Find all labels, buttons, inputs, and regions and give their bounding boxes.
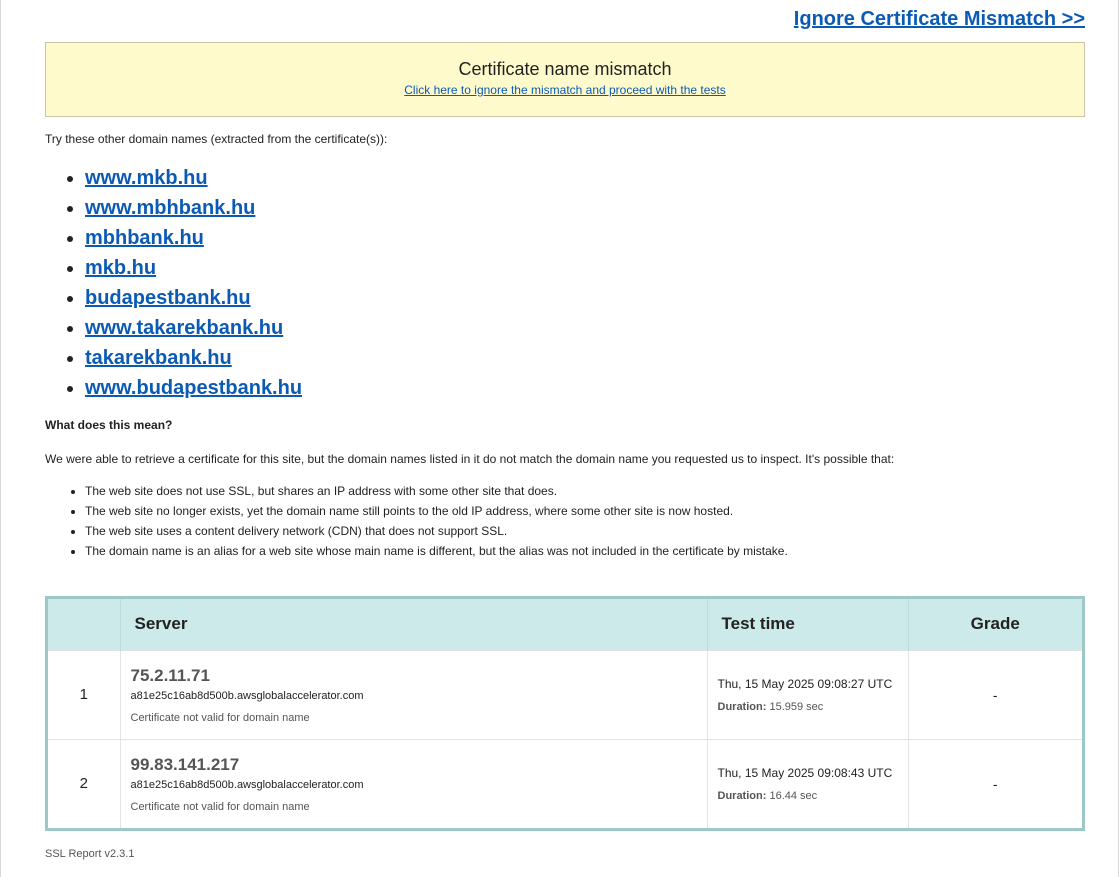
list-item: • The domain name is an alias for a web site whose main name is different, but the alias was not included in the certificate by mistake. bbox=[85, 541, 788, 561]
list-item bbox=[85, 373, 302, 403]
domain-link[interactable]: www.mbhbank.hu bbox=[85, 197, 256, 219]
table-header-row bbox=[48, 599, 1082, 650]
list-item bbox=[85, 253, 302, 283]
mismatch-warning-box bbox=[45, 42, 1085, 117]
domain-link[interactable]: mbhbank.hu bbox=[85, 227, 204, 249]
grade-cell: - bbox=[908, 650, 1082, 739]
duration-value: 15.959 sec bbox=[769, 700, 824, 713]
list-item: • The web site no longer exists, yet the domain name still points to the old IP address, where some other site is now hosted. bbox=[85, 501, 788, 521]
domain-link[interactable]: www.budapestbank.hu bbox=[85, 377, 303, 399]
test-time-cell bbox=[707, 739, 908, 828]
domain-link[interactable]: www.mkb.hu bbox=[85, 167, 208, 189]
test-duration bbox=[718, 790, 907, 802]
server-cell bbox=[120, 650, 707, 739]
domain-link[interactable]: takarekbank.hu bbox=[85, 347, 232, 369]
list-item bbox=[85, 163, 302, 193]
list-item: • The web site does not use SSL, but shares an IP address with some other site that does. bbox=[85, 481, 788, 501]
report-version-footer: SSL Report v2.3.1 bbox=[45, 848, 135, 860]
table-row[interactable] bbox=[48, 650, 1082, 739]
duration-label: Duration: bbox=[717, 789, 767, 802]
column-header-grade: Grade bbox=[908, 599, 1082, 650]
server-ip[interactable]: 99.83.141.217 bbox=[130, 754, 240, 774]
ignore-mismatch-link[interactable]: Ignore Certificate Mismatch >> bbox=[793, 8, 1085, 30]
list-item: • The web site uses a content delivery network (CDN) that does not support SSL. bbox=[85, 521, 788, 541]
duration-value: 16.44 sec bbox=[769, 789, 818, 802]
meaning-heading: What does this mean? bbox=[45, 418, 173, 432]
server-hostname: a81e25c16ab8d500b.awsglobalaccelerator.com bbox=[130, 689, 364, 702]
possible-reasons-list bbox=[45, 481, 788, 561]
test-timestamp: Thu, 15 May 2025 09:08:43 UTC bbox=[717, 765, 893, 780]
list-item bbox=[85, 343, 302, 373]
server-cert-note: Certificate not valid for domain name bbox=[130, 711, 310, 724]
domain-link[interactable]: mkb.hu bbox=[85, 257, 157, 279]
results-table-container bbox=[45, 596, 1085, 831]
meaning-explanation: We were able to retrieve a certificate for this site, but the domain names listed in it do not match the domain name you requested us to inspect. It's possible that: bbox=[45, 452, 895, 466]
test-timestamp: Thu, 15 May 2025 09:08:27 UTC bbox=[717, 676, 893, 691]
alternate-domains-intro: Try these other domain names (extracted from the certificate(s)): bbox=[45, 132, 388, 146]
column-header-test-time: Test time bbox=[707, 599, 908, 650]
domain-link[interactable]: budapestbank.hu bbox=[85, 287, 251, 309]
server-ip[interactable]: 75.2.11.71 bbox=[130, 665, 210, 685]
alternate-domains-list bbox=[45, 163, 302, 403]
table-row[interactable] bbox=[48, 739, 1082, 828]
column-header-server: Server bbox=[120, 599, 707, 650]
list-item bbox=[85, 313, 302, 343]
column-header-number bbox=[48, 599, 120, 650]
list-item bbox=[85, 193, 302, 223]
duration-label: Duration: bbox=[717, 700, 767, 713]
list-item bbox=[85, 223, 302, 253]
ignore-mismatch-proceed-link[interactable]: Click here to ignore the mismatch and proceed with the tests bbox=[404, 83, 726, 97]
server-cell bbox=[120, 739, 707, 828]
server-hostname: a81e25c16ab8d500b.awsglobalaccelerator.com bbox=[130, 778, 364, 791]
row-number: 2 bbox=[48, 739, 120, 828]
server-cert-note: Certificate not valid for domain name bbox=[130, 800, 310, 813]
test-time-cell bbox=[707, 650, 908, 739]
results-table bbox=[48, 599, 1082, 828]
grade-cell: - bbox=[908, 739, 1082, 828]
test-duration bbox=[718, 701, 907, 713]
domain-link[interactable]: www.takarekbank.hu bbox=[85, 317, 284, 339]
row-number: 1 bbox=[48, 650, 120, 739]
warning-title: Certificate name mismatch bbox=[458, 59, 672, 79]
list-item bbox=[85, 283, 302, 313]
